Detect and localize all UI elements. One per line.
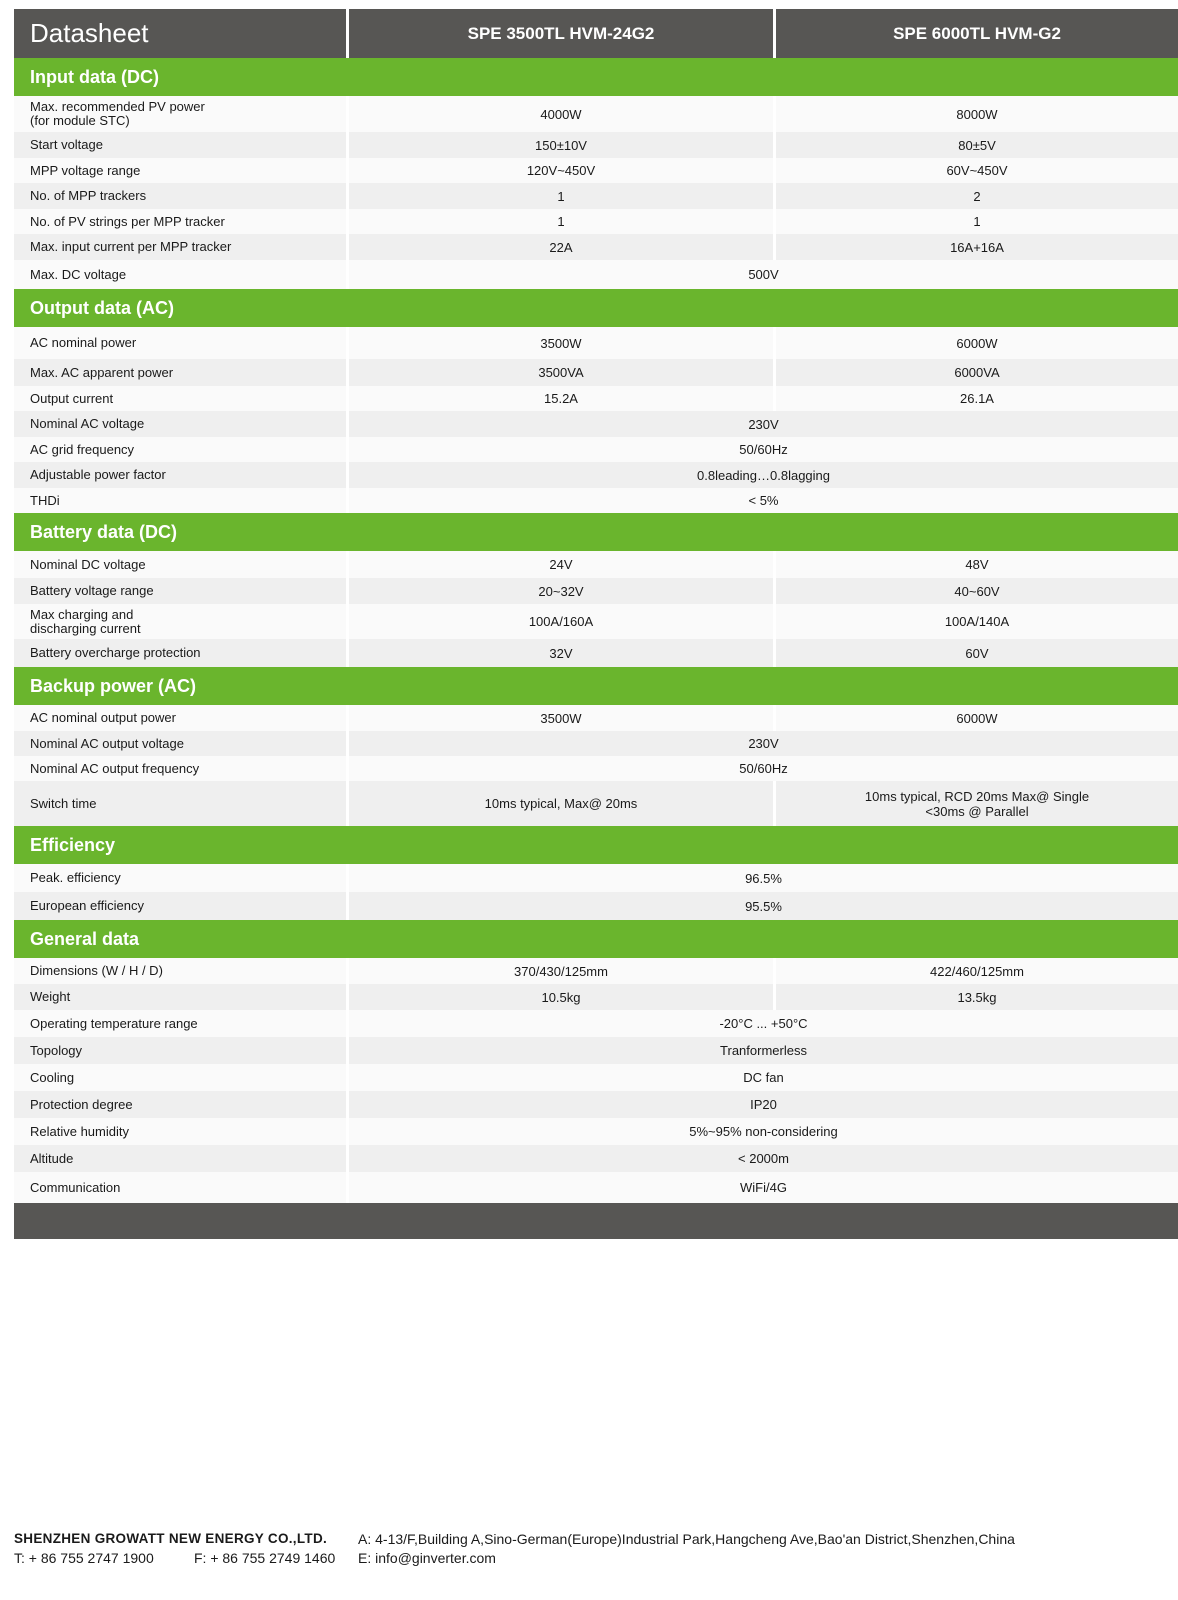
datasheet-table [14, 9, 1178, 1239]
table-row [14, 1064, 1178, 1091]
company-footer [14, 1529, 1164, 1567]
shared-value: 50/60Hz [346, 756, 1178, 781]
table-row [14, 1037, 1178, 1064]
table-row [14, 1091, 1178, 1118]
row-label: Adjustable power factor [30, 467, 166, 482]
table-row [14, 327, 1178, 359]
shared-value: Tranformerless [346, 1037, 1178, 1064]
row-label: Relative humidity [30, 1123, 129, 1139]
model-a-value: 24V [346, 551, 773, 578]
table-row [14, 209, 1178, 234]
row-label: Max. AC apparent power [30, 364, 174, 380]
table-row [14, 604, 1178, 639]
model-a-value: 10ms typical, Max@ 20ms [346, 781, 773, 826]
table-row [14, 132, 1178, 158]
section-title: Efficiency [14, 826, 1178, 864]
table-row [14, 892, 1178, 920]
shared-value: 500V [346, 260, 1178, 289]
table-row [14, 411, 1178, 437]
row-label: Battery voltage range [30, 583, 154, 598]
shared-value: 230V [346, 731, 1178, 756]
table-row [14, 984, 1178, 1010]
table-row [14, 551, 1178, 578]
row-label: Peak. efficiency [30, 870, 121, 885]
section-title: Input data (DC) [14, 58, 1178, 96]
section-rows [14, 327, 1178, 513]
table-row [14, 705, 1178, 731]
model-a-value: 20~32V [346, 578, 773, 604]
shared-value: 95.5% [346, 892, 1178, 920]
row-label: Nominal AC voltage [30, 416, 145, 431]
section-title: General data [14, 920, 1178, 958]
table-row [14, 437, 1178, 462]
model-b-value: 6000W [773, 327, 1178, 359]
table-row [14, 781, 1178, 826]
row-label: Weight [30, 989, 71, 1004]
row-label: Switch time [30, 795, 97, 811]
table-row [14, 234, 1178, 260]
model-b-value: 60V [773, 639, 1178, 667]
model-a-value: 120V~450V [346, 158, 773, 183]
model-b-value: 40~60V [773, 578, 1178, 604]
shared-value: 96.5% [346, 864, 1178, 892]
row-label: Protection degree [30, 1096, 133, 1112]
table-row [14, 1118, 1178, 1145]
model-a-value: 3500W [346, 327, 773, 359]
section-rows [14, 551, 1178, 667]
shared-value: WiFi/4G [346, 1172, 1178, 1203]
model-a-header: SPE 3500TL HVM-24G2 [346, 9, 773, 58]
table-row [14, 260, 1178, 289]
model-a-value: 370/430/125mm [346, 958, 773, 984]
section-title: Output data (AC) [14, 289, 1178, 327]
company-address: A: 4-13/F,Building A,Sino-German(Europe)Industrial Park,Hangcheng Ave,Bao'an District,Shenzhen,China [358, 1530, 1015, 1547]
table-row [14, 578, 1178, 604]
row-label: THDi [30, 492, 60, 508]
model-b-value: 2 [773, 183, 1178, 209]
section-output-data-ac [14, 289, 1178, 513]
model-b-value: 8000W [773, 96, 1178, 132]
table-row [14, 386, 1178, 411]
row-label: AC nominal output power [30, 710, 176, 725]
table-row [14, 639, 1178, 667]
row-label: Max charging and discharging current [30, 606, 141, 636]
row-label: Altitude [30, 1150, 74, 1166]
section-rows [14, 705, 1178, 826]
table-row [14, 1010, 1178, 1037]
model-a-value: 1 [346, 209, 773, 234]
model-b-value: 16A+16A [773, 234, 1178, 260]
shared-value: 5%~95% non-considering [346, 1118, 1178, 1145]
shared-value: 230V [346, 411, 1178, 437]
row-label: No. of PV strings per MPP tracker [30, 213, 225, 229]
table-row [14, 359, 1178, 386]
row-label: Output current [30, 390, 114, 406]
section-title: Backup power (AC) [14, 667, 1178, 705]
section-backup-power-ac [14, 667, 1178, 826]
model-a-value: 150±10V [346, 132, 773, 158]
spec-sections [14, 58, 1178, 1203]
model-a-value: 4000W [346, 96, 773, 132]
row-label: Max. DC voltage [30, 266, 127, 282]
shared-value: 0.8leading…0.8lagging [346, 462, 1178, 488]
company-fax: F: + 86 755 2749 1460 [194, 1549, 336, 1566]
row-label: Nominal AC output frequency [30, 760, 200, 776]
model-a-value: 100A/160A [346, 604, 773, 639]
model-a-value: 22A [346, 234, 773, 260]
datasheet-title: Datasheet [30, 18, 149, 48]
model-a-value: 3500VA [346, 359, 773, 386]
row-label: Nominal AC output voltage [30, 735, 184, 751]
row-label: No. of MPP trackers [30, 188, 147, 203]
row-label: Dimensions (W / H / D) [30, 963, 163, 978]
row-label: Max. recommended PV power (for module STC) [30, 99, 205, 128]
row-label: AC nominal power [30, 335, 137, 350]
company-name: SHENZHEN GROWATT NEW ENERGY CO.,LTD. [14, 1531, 328, 1546]
table-row [14, 1145, 1178, 1172]
shared-value: < 2000m [346, 1145, 1178, 1172]
section-title: Battery data (DC) [14, 513, 1178, 551]
shared-value: -20°C ... +50°C [346, 1010, 1178, 1037]
model-a-value: 3500W [346, 705, 773, 731]
row-label: Cooling [30, 1069, 75, 1085]
row-label: Topology [30, 1042, 83, 1058]
table-row [14, 488, 1178, 513]
table-row [14, 864, 1178, 892]
table-row [14, 96, 1178, 132]
shared-value: DC fan [346, 1064, 1178, 1091]
row-label: Communication [30, 1179, 121, 1195]
row-label: MPP voltage range [30, 162, 141, 178]
model-a-value: 15.2A [346, 386, 773, 411]
row-label: Operating temperature range [30, 1015, 198, 1031]
model-b-value: 60V~450V [773, 158, 1178, 183]
section-input-data-dc [14, 58, 1178, 289]
model-b-value: 100A/140A [773, 604, 1178, 639]
model-a-value: 10.5kg [346, 984, 773, 1010]
section-efficiency [14, 826, 1178, 920]
model-b-value: 6000W [773, 705, 1178, 731]
table-row [14, 958, 1178, 984]
model-b-value: 13.5kg [773, 984, 1178, 1010]
shared-value: < 5% [346, 488, 1178, 513]
section-rows [14, 864, 1178, 920]
section-rows [14, 958, 1178, 1203]
table-row [14, 1172, 1178, 1203]
company-email: E: info@ginverter.com [358, 1549, 496, 1566]
row-label: Max. input current per MPP tracker [30, 239, 232, 254]
model-b-value: 1 [773, 209, 1178, 234]
shared-value: IP20 [346, 1091, 1178, 1118]
table-row [14, 462, 1178, 488]
model-b-value: 10ms typical, RCD 20ms Max@ Single <30ms @ Parallel [773, 781, 1178, 826]
section-general-data [14, 920, 1178, 1203]
model-b-value: 6000VA [773, 359, 1178, 386]
model-b-value: 80±5V [773, 132, 1178, 158]
section-rows [14, 96, 1178, 289]
model-b-header: SPE 6000TL HVM-G2 [773, 9, 1178, 58]
row-label: Start voltage [30, 137, 103, 152]
table-row [14, 183, 1178, 209]
model-a-value: 1 [346, 183, 773, 209]
section-battery-data-dc [14, 513, 1178, 667]
table-footer-bar [14, 1203, 1178, 1239]
row-label: European efficiency [30, 898, 144, 913]
company-phone: T: + 86 755 2747 1900 [14, 1549, 154, 1566]
model-b-value: 422/460/125mm [773, 958, 1178, 984]
row-label: AC grid frequency [30, 441, 135, 457]
model-b-value: 26.1A [773, 386, 1178, 411]
model-a-value: 32V [346, 639, 773, 667]
model-b-value: 48V [773, 551, 1178, 578]
row-label: Nominal DC voltage [30, 556, 146, 572]
table-row [14, 731, 1178, 756]
table-row [14, 756, 1178, 781]
table-header [14, 9, 1178, 58]
shared-value: 50/60Hz [346, 437, 1178, 462]
row-label: Battery overcharge protection [30, 645, 201, 660]
table-row [14, 158, 1178, 183]
